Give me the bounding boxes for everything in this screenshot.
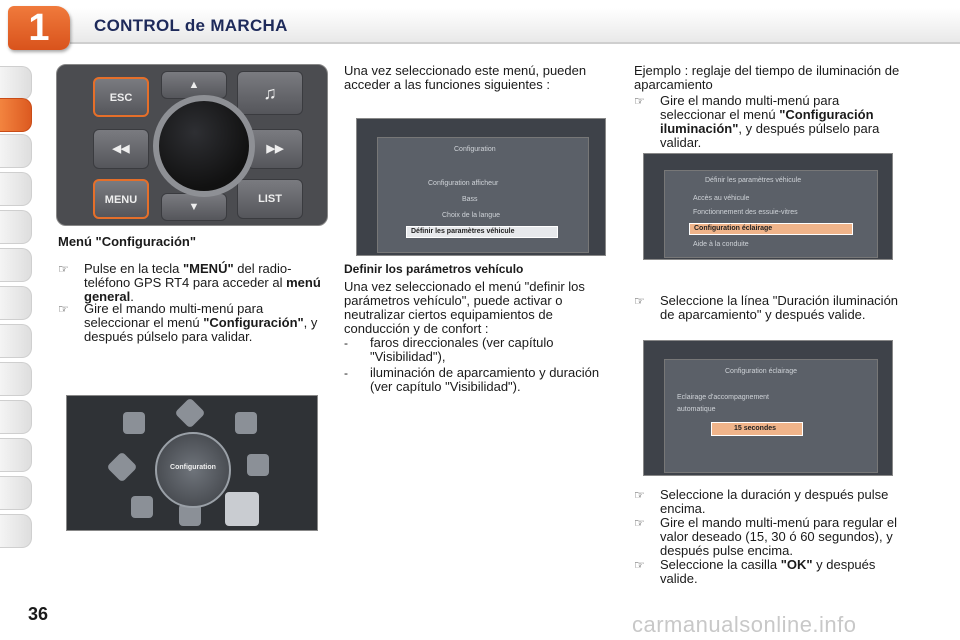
chapter-tab[interactable] [0, 248, 32, 282]
screen-label: automatique [677, 406, 716, 413]
chapter-badge [8, 6, 70, 50]
description-paragraph: Una vez seleccionado el menú "definir los parámetros vehículo", puede activar o neutralizar ciertos equipamientos de conducción y de confort : [344, 279, 585, 336]
example-text: Ejemplo : reglaje del tiempo de iluminación de aparcamiento [634, 63, 900, 92]
radio-keypad-photo [56, 64, 328, 226]
pointing-hand-icon: ☞ [634, 558, 645, 572]
chapter-tab-active[interactable] [0, 98, 32, 132]
section-heading-parametros: Definir los parámetros vehículo [344, 262, 524, 276]
instruction-bullet: ☞ Seleccione la línea "Duración iluminación de aparcamiento" y después valide. [634, 293, 899, 322]
configuration-icon [225, 492, 259, 526]
instruction-bullet: ☞ Pulse en la tecla "MENÚ" del radio-teléfono GPS RT4 para acceder al menú general. [58, 261, 321, 304]
down-arrow-key: ▼ [161, 193, 227, 221]
list-key: LIST [237, 179, 303, 219]
screen-configuration [356, 118, 606, 256]
instruction-bullet: ☞ Gire el mando multi-menú para seleccionar el menú "Configuración", y después púlselo para validar. [58, 301, 318, 344]
chapter-tab[interactable] [0, 210, 32, 244]
rewind-key: ◀◀ [93, 129, 149, 169]
page-title: CONTROL de MARCHA [94, 16, 288, 35]
menu-item: Bass [462, 196, 478, 203]
screen-label: Eclairage d'accompagnement [677, 394, 770, 401]
pointing-hand-icon: ☞ [58, 302, 69, 316]
chapter-number: 1 [28, 7, 50, 49]
watermark: carmanualsonline.info [632, 612, 857, 637]
chapter-tab[interactable] [0, 362, 32, 396]
chapter-tab[interactable] [0, 400, 32, 434]
menu-item: Choix de la langue [442, 212, 500, 219]
chapter-tab[interactable] [0, 286, 32, 320]
menu-item: Accès au véhicule [693, 195, 750, 202]
menu-item: Configuration afficheur [428, 180, 499, 187]
screen-header: Définir les paramètres véhicule [705, 177, 802, 184]
menu-item: Fonctionnement des essuie-vitres [693, 209, 798, 216]
screen-header: Configuration [454, 146, 496, 153]
chapter-tab[interactable] [0, 476, 32, 510]
duration-value-box: 15 secondes [711, 422, 803, 436]
menu-item-selected: Définir les paramètres véhicule [406, 226, 558, 238]
menu-key: MENU [93, 179, 149, 219]
page-header [0, 0, 960, 49]
chapter-tab[interactable] [0, 134, 32, 168]
configuration-menu-photo [66, 395, 318, 531]
tools-icon [131, 496, 153, 518]
pointing-hand-icon: ☞ [634, 294, 645, 308]
dash-item: - iluminación de aparcamiento y duración (ver capítulo "Visibilidad"). [344, 365, 600, 394]
phone-icon [235, 412, 257, 434]
menu-item: Aide à la conduite [693, 241, 749, 248]
chapter-tab[interactable] [0, 514, 32, 548]
multi-menu-knob [153, 95, 255, 197]
pointing-hand-icon: ☞ [634, 516, 645, 530]
screen-lighting-configuration [643, 340, 893, 476]
dash-item: - faros direccionales (ver capítulo "Visibilidad"), [344, 335, 554, 364]
chapter-tabs [0, 66, 34, 578]
up-arrow-key: ▲ [161, 71, 227, 99]
warning-icon [174, 397, 205, 428]
pointing-hand-icon: ☞ [58, 262, 69, 276]
instruction-bullet: ☞ Gire el mando multi-menú para seleccionar el menú "Configuración iluminación", y después púlselo para validar. [634, 93, 880, 150]
page-number: 36 [28, 604, 49, 624]
menu-item-selected: Configuration éclairage [689, 223, 853, 235]
pointing-hand-icon: ☞ [634, 94, 645, 108]
screen-vehicle-parameters [643, 153, 893, 260]
chapter-tab[interactable] [0, 324, 32, 358]
chapter-tab[interactable] [0, 66, 32, 100]
instruction-bullet: ☞ Seleccione la casilla "OK" y después valide. [634, 557, 876, 586]
menu-center-dial: Configuration [155, 432, 231, 508]
radio-icon [247, 454, 269, 476]
section-heading-configuracion: Menú "Configuración" [58, 234, 196, 249]
instruction-bullet: ☞ Seleccione la duración y después pulse encima. [634, 487, 889, 516]
chapter-tab[interactable] [0, 172, 32, 206]
instruction-bullet: ☞ Gire el mando multi-menú para regular el valor deseado (15, 30 ó 60 segundos), y después pulse encima. [634, 515, 897, 558]
pointing-hand-icon: ☞ [634, 488, 645, 502]
forward-key: ▶▶ [247, 129, 303, 169]
screen-header: Configuration éclairage [725, 368, 797, 375]
intro-text: Una vez seleccionado este menú, pueden acceder a las funciones siguientes : [344, 63, 587, 92]
chapter-tab[interactable] [0, 438, 32, 472]
books-icon [123, 412, 145, 434]
music-note-icon: ♫ [237, 71, 303, 115]
esc-key: ESC [93, 77, 149, 117]
navigation-icon [106, 451, 137, 482]
